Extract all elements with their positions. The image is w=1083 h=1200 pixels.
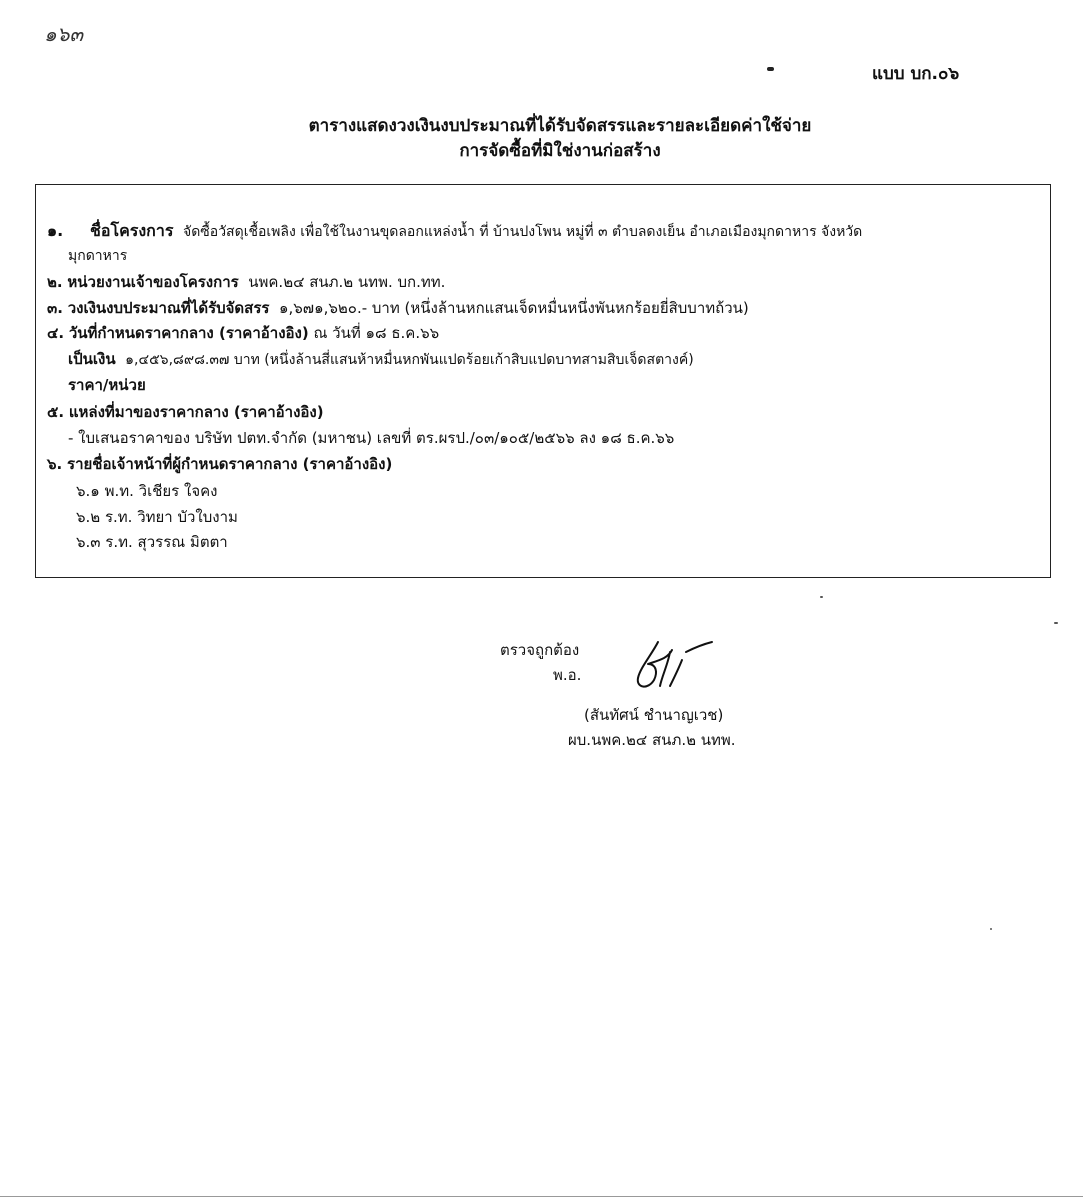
- verification-rank: พ.อ.: [553, 666, 582, 684]
- item-1-row: [90, 221, 862, 242]
- item-6-person-3: ๖.๓ ร.ท. สุวรรณ มิตตา: [76, 533, 228, 551]
- item-4-text: ณ วันที่ ๑๘ ธ.ค.๖๖: [313, 324, 440, 342]
- verification-label: ตรวจถูกต้อง: [500, 641, 580, 659]
- signer-position: ผบ.นพค.๒๔ สนภ.๒ นทพ.: [568, 731, 736, 749]
- item-4-number: ๔.: [47, 324, 65, 342]
- item-1-number: ๑.: [47, 221, 64, 240]
- item-3-text: ๑,๖๗๑,๖๒๐.- บาท (หนึ่งล้านหกแสนเจ็ดหมื่นหนึ่งพันหกร้อยยี่สิบบาทถ้วน): [279, 299, 749, 317]
- scan-speck: [820, 596, 823, 598]
- item-3-number: ๓.: [47, 299, 63, 317]
- signature-image: [630, 634, 720, 698]
- scan-speck: [990, 928, 992, 930]
- item-6-person-1: ๖.๑ พ.ท. วิเชียร ใจคง: [76, 482, 218, 500]
- document-title-line-1: ตารางแสดงวงเงินงบประมาณที่ได้รับจัดสรรและรายละเอียดค่าใช้จ่าย: [308, 116, 812, 136]
- document-title-line-2: การจัดซื้อที่มิใช่งานก่อสร้าง: [459, 141, 661, 161]
- item-6-label: รายชื่อเจ้าหน้าที่ผู้กำหนดราคากลาง (ราคาอ้างอิง): [67, 455, 393, 473]
- scan-dot: [767, 67, 774, 71]
- item-5-source: - ใบเสนอราคาของ บริษัท ปตท.จำกัด (มหาชน) เลขที่ ตร.ผรป./๐๓/๑๐๕/๒๕๖๖ ลง ๑๘ ธ.ค.๖๖: [68, 429, 675, 447]
- item-1-continuation: มุกดาหาร: [68, 248, 128, 264]
- item-2-label: หน่วยงานเจ้าของโครงการ: [67, 273, 239, 291]
- item-5-row: [47, 402, 324, 422]
- signer-name: (สันทัศน์ ชำนาญเวช): [584, 706, 724, 724]
- item-3-row: [47, 298, 749, 318]
- item-6-person-2: ๖.๒ ร.ท. วิทยา บัวใบงาม: [76, 508, 238, 526]
- page-number: ๑๖๓: [44, 22, 84, 46]
- item-2-row: [47, 272, 445, 292]
- item-4-amount-row: [68, 349, 694, 370]
- item-4-unit-label: ราคา/หน่วย: [68, 376, 146, 394]
- page-bottom-edge: [0, 1196, 1083, 1197]
- item-4-row: [47, 323, 439, 343]
- item-4-label: วันที่กำหนดราคากลาง (ราคาอ้างอิง): [68, 324, 309, 342]
- item-2-number: ๒.: [47, 273, 63, 291]
- item-1-text: จัดซื้อวัสดุเชื้อเพลิง เพื่อใช้ในงานขุดลอกแหล่งน้ำ ที่ บ้านปงโพน หมู่ที่ ๓ ตำบลดงเย็น อำเภอเมืองมุกดาหาร จังหวัด: [182, 224, 863, 240]
- form-code: แบบ บก.๐๖: [872, 64, 960, 84]
- scan-speck: [1054, 622, 1058, 624]
- item-1-label: ชื่อโครงการ: [90, 221, 174, 240]
- item-5-label: แหล่งที่มาของราคากลาง (ราคาอ้างอิง): [68, 403, 324, 421]
- item-6-row: [47, 454, 392, 474]
- item-4-amount-label: เป็นเงิน: [68, 350, 116, 368]
- item-2-text: นพค.๒๔ สนภ.๒ นทพ. บก.ทท.: [248, 273, 446, 291]
- item-3-label: วงเงินงบประมาณที่ได้รับจัดสรร: [67, 299, 270, 317]
- item-5-number: ๕.: [47, 403, 65, 421]
- item-6-number: ๖.: [47, 455, 63, 473]
- item-4-amount-text: ๑,๔๕๖,๘๙๘.๓๗ บาท (หนึ่งล้านสี่แสนห้าหมื่นหกพันแปดร้อยเก้าสิบแปดบาทสามสิบเจ็ดสตางค์): [125, 352, 694, 368]
